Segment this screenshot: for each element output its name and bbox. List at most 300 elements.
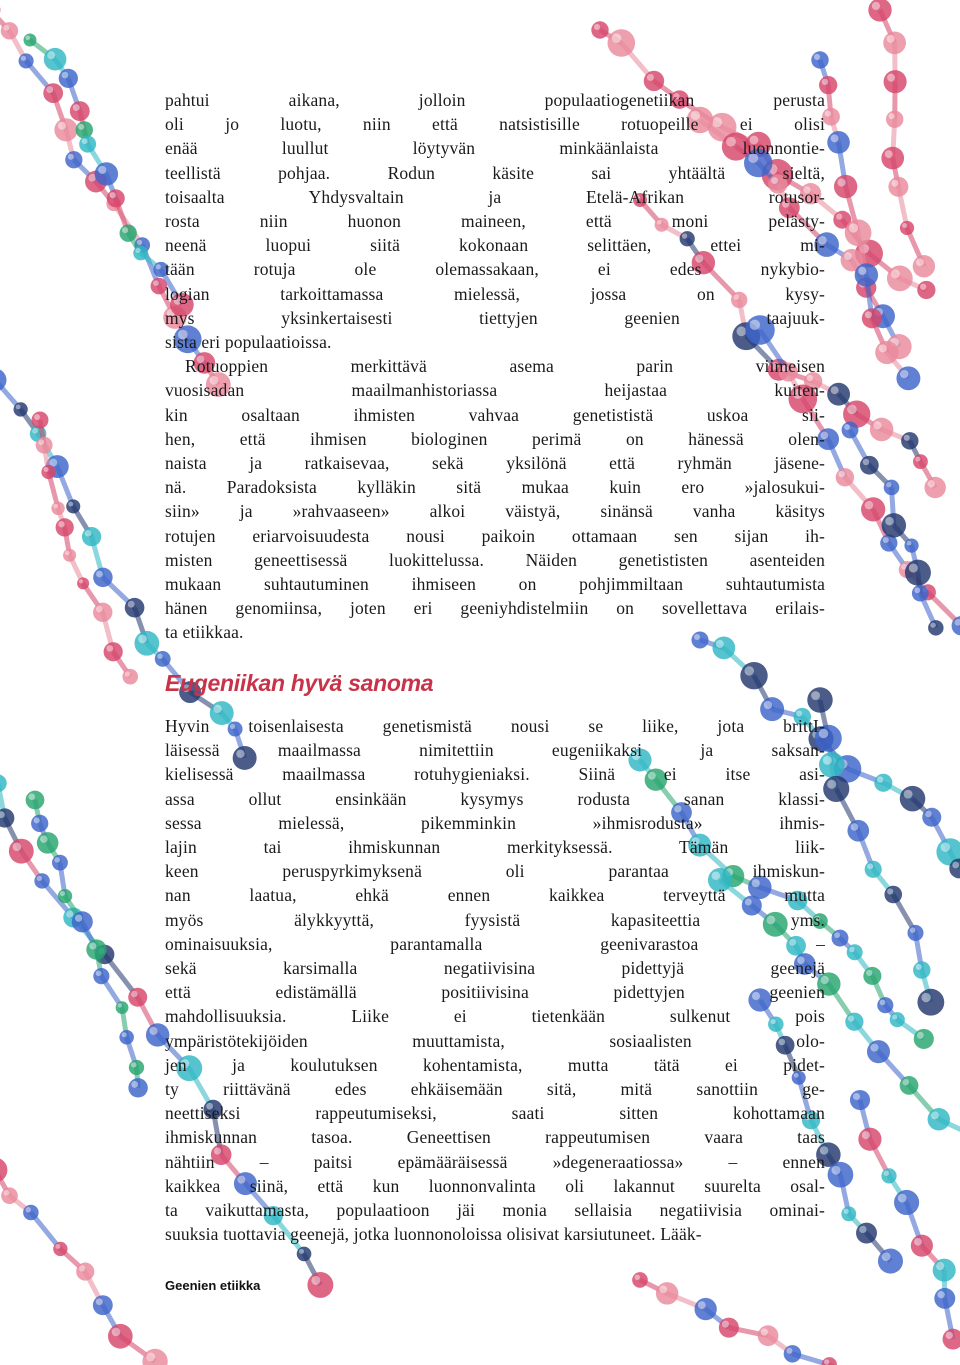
text-line: rotujen eriarvoisuudesta nousi paikoin ottamaan sen sijan ih- (165, 525, 825, 546)
molecule-atom (297, 1247, 312, 1262)
text-line: ympäristötekijöiden muuttamista, sosiaalisten olo- (165, 1030, 825, 1051)
atom-highlight (89, 942, 96, 949)
atom-highlight (892, 1014, 897, 1019)
atom-highlight (96, 970, 102, 976)
molecule-atom (943, 1329, 960, 1350)
atom-highlight (98, 166, 106, 174)
atom-highlight (85, 530, 92, 537)
molecule-atom (847, 820, 869, 842)
atom-highlight (847, 405, 857, 415)
text-line: Rotuoppien merkittävä asema parin viimeisen (185, 356, 825, 377)
molecule-atom (842, 422, 859, 439)
molecule-atom (155, 651, 171, 667)
molecule-atom (66, 499, 80, 513)
atom-highlight (46, 86, 53, 93)
molecule-atom (72, 911, 93, 932)
atom-highlight (862, 1131, 870, 1139)
molecule-atom (26, 791, 45, 810)
molecule-atom (900, 786, 926, 812)
molecule-atom (863, 967, 881, 985)
molecule-atom (93, 968, 109, 984)
atom-highlight (131, 1062, 136, 1067)
text-line: sista eri populaatioissa. (165, 332, 332, 353)
atom-highlight (858, 267, 866, 275)
atom-highlight (131, 1081, 138, 1088)
molecule-atom (901, 432, 918, 449)
molecule-atom (905, 560, 931, 586)
molecule-atom (828, 1162, 854, 1188)
atom-highlight (882, 1252, 891, 1261)
atom-highlight (62, 72, 69, 79)
atom-highlight (914, 587, 920, 593)
molecule-atom (31, 815, 48, 832)
atom-highlight (849, 947, 855, 953)
atom-highlight (722, 1321, 729, 1328)
molecule-atom (877, 997, 893, 1013)
atom-highlight (79, 579, 83, 583)
atom-highlight (3, 25, 9, 31)
molecule-atom (913, 255, 935, 277)
molecule-atom (822, 1357, 837, 1365)
text-line: kielisessä maailmassa rotuhygieniaksi. Siinä ei itse asi- (165, 764, 825, 785)
atom-highlight (925, 811, 932, 818)
atom-highlight (122, 1032, 127, 1037)
text-line: Hyvin toisenlaisesta genetismistä nousi se liike, jota brittI- (165, 716, 825, 736)
molecule-atom (900, 1076, 919, 1095)
atom-highlight (941, 842, 951, 852)
molecule-atom (881, 1168, 896, 1183)
atom-highlight (822, 79, 828, 85)
molecule-atom (811, 51, 828, 68)
atom-highlight (920, 284, 926, 290)
molecule-atom (894, 1190, 919, 1215)
text-line: ta vaikuttamasta, populaatioon jäi monia sellaisia negatiivisia ominai- (165, 1200, 825, 1221)
molecule-atom (0, 1158, 7, 1183)
molecule-atom (917, 281, 935, 299)
atom-highlight (106, 645, 113, 652)
molecule-atom (120, 224, 137, 241)
atom-highlight (66, 910, 73, 917)
text-line: ty riittävänä edes ehkäisemään sitä, mitä sanottiin ge- (165, 1079, 825, 1100)
molecule-atom (911, 1235, 933, 1257)
molecule-atom (890, 1012, 905, 1027)
molecule-atom (0, 808, 14, 827)
text-line: teellistä pohjaa. Rodun käsite sai yhtäältä sieltä, (165, 162, 825, 183)
atom-highlight (872, 2, 880, 10)
molecule-atom (76, 121, 93, 138)
atom-highlight (138, 635, 147, 644)
molecule-atom (860, 456, 879, 475)
atom-highlight (299, 1249, 304, 1254)
atom-highlight (311, 1276, 320, 1285)
molecule-atom (875, 341, 898, 364)
molecule-atom (77, 577, 89, 589)
atom-highlight (886, 482, 891, 487)
molecule-atom (884, 886, 902, 904)
paragraph-2 (165, 354, 825, 644)
text-line: enää luullut löytyvän minkäänlaista luonnontie- (165, 138, 825, 159)
molecule-atom (900, 221, 914, 235)
atom-highlight (118, 1003, 122, 1007)
molecule-atom (827, 383, 850, 406)
atom-highlight (75, 914, 82, 921)
atom-highlight (55, 1244, 60, 1249)
atom-highlight (37, 876, 42, 881)
atom-highlight (78, 124, 84, 130)
atom-highlight (79, 1265, 85, 1271)
atom-highlight (879, 344, 887, 352)
atom-highlight (96, 571, 103, 578)
atom-highlight (65, 551, 70, 556)
atom-highlight (849, 223, 858, 232)
atom-highlight (831, 386, 839, 394)
atom-highlight (47, 51, 55, 59)
molecule-atom (934, 1288, 955, 1309)
text-line: ihmiskunnan tasoa. Geneettisen rappeutumisen vaara taas (165, 1127, 825, 1148)
atom-highlight (863, 459, 870, 466)
molecule-atom (23, 1205, 39, 1221)
atom-highlight (887, 35, 895, 43)
molecule-atom (847, 944, 863, 960)
molecule-atom (82, 527, 101, 546)
atom-highlight (898, 1194, 907, 1203)
molecule-atom (93, 1295, 113, 1315)
atom-highlight (936, 1262, 944, 1270)
molecule-atom (933, 1259, 956, 1282)
molecule-atom (76, 1263, 94, 1281)
text-line: assa ollut ensinkään kysymys rodusta sanan klassi- (165, 788, 825, 809)
molecule-atom (855, 263, 878, 286)
atom-highlight (937, 1291, 944, 1298)
atom-highlight (135, 248, 140, 253)
atom-highlight (149, 1027, 157, 1035)
atom-highlight (914, 1238, 922, 1246)
atom-highlight (837, 178, 845, 186)
atom-highlight (836, 213, 842, 219)
atom-highlight (824, 1359, 829, 1364)
molecule-atom (125, 598, 145, 618)
atom-highlight (865, 311, 872, 318)
atom-highlight (907, 541, 912, 546)
molecule-atom (913, 454, 928, 469)
molecule-atom (86, 939, 106, 959)
atom-highlight (786, 1348, 792, 1354)
atom-highlight (34, 817, 40, 823)
text-line: lajin tai ihmiskunnan merkityksessä. Tämän liik- (165, 837, 825, 858)
atom-highlight (698, 1301, 706, 1309)
molecule-atom (874, 774, 892, 792)
molecule-atom (51, 502, 64, 515)
molecule-atom (823, 776, 849, 802)
atom-highlight (891, 269, 900, 278)
atom-highlight (647, 74, 654, 81)
atom-highlight (38, 439, 44, 445)
molecule-atom (93, 603, 112, 622)
text-line: naista ja ratkaisevaa, sekä yksilönä että ryhmän jäsene- (165, 453, 825, 474)
molecule-atom (34, 873, 49, 888)
text-line: mukaan suhtautuminen ihmiseen on pohjimmiltaan suhtautumista (165, 574, 825, 595)
atom-highlight (110, 192, 116, 198)
molecule-atom (70, 101, 90, 121)
text-line: ta etiikkaa. (165, 622, 244, 643)
atom-highlight (887, 74, 895, 82)
molecule-atom (867, 1040, 890, 1063)
atom-highlight (825, 110, 831, 116)
molecule-atom (108, 1324, 133, 1349)
molecule-atom (888, 177, 908, 197)
atom-highlight (58, 521, 64, 527)
molecule-atom (1, 1187, 18, 1204)
text-line: kin osaltaan ihmisten vahvaa genetististä uskoa sii- (165, 404, 825, 425)
text-line: oli jo luotu, niin että natsistisille rotuopeille ei olisi (165, 114, 825, 135)
molecule-atom (924, 477, 945, 498)
article-body-bottom (165, 714, 825, 1246)
text-line: sessa mielessä, pikemminkin »ihmisrodusta» ihmis- (165, 812, 825, 833)
atom-highlight (916, 258, 924, 266)
molecule-atom (865, 861, 882, 878)
atom-highlight (831, 134, 839, 142)
atom-highlight (128, 601, 135, 608)
text-line: läisessä maailmassa nimitettiin eugeniikaksi ja saksan- (165, 740, 825, 761)
atom-highlight (884, 1171, 889, 1176)
molecule-atom (896, 366, 920, 390)
molecule-atom (142, 1349, 167, 1365)
molecule-atom (695, 1298, 717, 1320)
atom-highlight (877, 776, 883, 782)
atom-highlight (811, 691, 820, 700)
molecule-atom (784, 1345, 802, 1363)
atom-highlight (44, 467, 49, 472)
molecule-atom (845, 219, 872, 246)
atom-highlight (867, 863, 873, 869)
text-line: nähtiin – paitsi epämääräisessä »degeneraatiossa» – ennen (165, 1151, 825, 1172)
atom-highlight (904, 435, 910, 441)
molecule-atom (63, 549, 76, 562)
molecule-atom (834, 175, 857, 198)
atom-highlight (213, 705, 221, 713)
atom-highlight (122, 227, 128, 233)
molecule-atom (24, 34, 37, 47)
molecule-atom (32, 412, 49, 429)
atom-highlight (21, 56, 26, 61)
atom-highlight (928, 480, 936, 488)
molecule-atom (882, 513, 906, 537)
molecule-atom (53, 1242, 67, 1256)
molecule-atom (119, 1030, 134, 1045)
molecule-atom (59, 69, 78, 88)
text-line: mahdollisuuksia. Liike ei tietenkään sulkenut pois (165, 1006, 825, 1027)
molecule-atom (856, 1223, 877, 1244)
molecule-atom (79, 136, 96, 153)
atom-highlight (900, 370, 908, 378)
molecule-atom (591, 21, 608, 38)
atom-highlight (887, 888, 893, 894)
paragraph-3 (165, 714, 825, 1246)
molecule-atom (845, 1013, 863, 1031)
atom-highlight (865, 501, 873, 509)
molecule-atom (54, 118, 77, 141)
atom-highlight (952, 862, 959, 869)
atom-highlight (851, 823, 859, 831)
atom-highlight (873, 421, 881, 429)
text-line: myös älykkyyttä, fyysistä kapasiteettia yms. (165, 909, 825, 930)
atom-highlight (112, 1328, 121, 1337)
molecule-atom (0, 774, 7, 792)
atom-highlight (761, 1328, 768, 1335)
text-line: rosta niin huonon maineen, että moni pelästy- (165, 211, 825, 232)
atom-highlight (930, 622, 935, 627)
molecule-atom (95, 162, 118, 185)
atom-highlight (54, 857, 60, 863)
molecule-atom (104, 642, 123, 661)
atom-highlight (28, 793, 35, 800)
molecule-atom (887, 265, 913, 291)
article-body-top (165, 88, 825, 645)
molecule-atom (928, 1108, 950, 1130)
atom-highlight (844, 424, 850, 430)
molecule-atom (128, 1078, 147, 1097)
atom-highlight (891, 180, 898, 187)
paragraph-1 (165, 88, 825, 354)
atom-highlight (827, 780, 836, 789)
text-line: ominaisuuksia, parantamalla geenivarastoa – (165, 933, 825, 954)
atom-highlight (916, 964, 922, 970)
atom-highlight (68, 501, 73, 506)
atom-highlight (883, 537, 889, 543)
molecule-atom (861, 497, 885, 521)
molecule-atom (632, 1272, 648, 1288)
molecule-atom (858, 1128, 881, 1151)
atom-highlight (34, 414, 40, 420)
text-line: tään rotuja ole olemassakaan, ei edes nykybio- (165, 259, 825, 280)
atom-highlight (82, 138, 88, 144)
molecule-atom (841, 1206, 856, 1221)
atom-highlight (915, 456, 920, 461)
molecule-atom (65, 151, 82, 168)
atom-highlight (814, 54, 820, 60)
molecule-atom (719, 1318, 739, 1338)
atom-highlight (156, 264, 161, 269)
footer-running-title: Geenien etiikka (165, 1278, 261, 1293)
molecule-atom (928, 620, 943, 635)
atom-highlight (594, 24, 600, 30)
molecule-atom (52, 855, 68, 871)
atom-highlight (13, 842, 22, 851)
text-line: hänen genomiinsa, joten eri geeniyhdistelmiin on sovellettava erilais- (165, 598, 825, 619)
text-line: sekä karsimalla negatiivisina pidettyjä geenejä (165, 958, 825, 979)
molecule-atom (19, 53, 34, 68)
atom-highlight (838, 471, 844, 477)
molecule-atom (917, 989, 944, 1016)
atom-highlight (885, 150, 893, 158)
atom-highlight (904, 790, 913, 799)
text-line: kaikkea siinä, että kun luonnonvalinta oli lakannut suurelta osal- (165, 1175, 825, 1196)
molecule-atom (41, 465, 55, 479)
atom-highlight (60, 891, 65, 896)
atom-highlight (96, 1298, 103, 1305)
text-line: neenä luopui siitä kokonaan selittäen, ettei mi- (165, 235, 825, 256)
molecule-atom (129, 1060, 144, 1075)
atom-highlight (844, 1209, 849, 1214)
molecule-atom (307, 1272, 333, 1298)
atom-highlight (859, 1226, 866, 1233)
atom-highlight (885, 517, 894, 526)
molecule-atom (9, 839, 34, 864)
molecule-atom (868, 0, 891, 22)
molecule-atom (1, 22, 18, 39)
molecule-atom (43, 83, 63, 103)
molecule-atom (886, 111, 903, 128)
molecule-atom (913, 961, 930, 978)
text-line: vuosisadan maailmanhistoriassa heijastaa kuiten- (165, 380, 825, 401)
section-heading: Eugeniikan hyvä sanoma (165, 670, 434, 696)
text-line: suuksia tuottavia geenejä, jotka luonnonoloissa olisivat karsiutuneet. Lääk- (165, 1224, 702, 1245)
atom-highlight (125, 671, 130, 676)
text-line: toisaalta Yhdysvaltain ja Etelä-Afrikan rotusor- (165, 186, 825, 207)
molecule-atom (128, 988, 147, 1007)
molecule-atom (93, 568, 112, 587)
atom-highlight (635, 1275, 640, 1280)
molecule-atom (44, 48, 67, 71)
atom-highlight (889, 113, 895, 119)
text-line: jen ja koulutuksen kohentamista, mutta tätä ei pidet- (165, 1054, 825, 1075)
text-line: nä. Paradoksista kylläkin sitä mukaa kuin ero »jalosukui- (165, 477, 825, 498)
molecule-atom (56, 518, 74, 536)
molecule-atom (133, 246, 148, 261)
molecule-atom (870, 418, 894, 442)
atom-highlight (659, 1286, 667, 1294)
molecule-atom (758, 1325, 779, 1346)
text-line: neettiseksi rappeutumiseksi, saati sitten kohottamaan (165, 1103, 825, 1124)
atom-highlight (870, 1044, 878, 1052)
atom-highlight (68, 154, 74, 160)
text-line: mys yksinkertaisesti tiettyjen geenien taajuuk- (165, 307, 825, 328)
molecule-atom (807, 687, 832, 712)
atom-highlight (831, 1166, 840, 1175)
molecule-atom (884, 480, 900, 496)
atom-highlight (834, 932, 840, 938)
atom-highlight (40, 835, 48, 843)
molecule-atom (914, 1029, 934, 1049)
atom-highlight (131, 991, 138, 998)
molecule-atom (134, 631, 159, 656)
molecule-atom (122, 669, 138, 685)
molecule-atom (850, 1090, 870, 1110)
molecule-atom (656, 1282, 679, 1305)
atom-highlight (157, 653, 163, 659)
molecule-atom (36, 437, 53, 454)
molecule-atom (878, 1249, 903, 1274)
text-line: nan laatua, ehkä ennen kaikkea terveyttä mutta (165, 885, 825, 906)
atom-highlight (902, 223, 907, 228)
molecule-atom (922, 808, 941, 827)
atom-highlight (921, 993, 930, 1002)
atom-highlight (946, 1332, 953, 1339)
atom-highlight (853, 1093, 860, 1100)
atom-highlight (4, 1190, 10, 1196)
atom-highlight (25, 1207, 30, 1212)
text-line: logian tarkoittamassa mielessä, jossa on kysy- (165, 283, 825, 304)
molecule-atom (116, 1001, 129, 1014)
atom-highlight (880, 1000, 886, 1006)
atom-highlight (866, 970, 872, 976)
molecule-atom (14, 402, 28, 416)
text-line: hen, että ihmisen biologinen perimä on hänessä olen- (165, 428, 825, 449)
molecule-atom (832, 930, 849, 947)
text-line: että edistämällä positiivisina pidettyjen geenien (165, 982, 825, 1003)
atom-highlight (16, 404, 21, 409)
text-line: pahtui aikana, jolloin populaatiogenetiikan perusta (165, 90, 825, 110)
